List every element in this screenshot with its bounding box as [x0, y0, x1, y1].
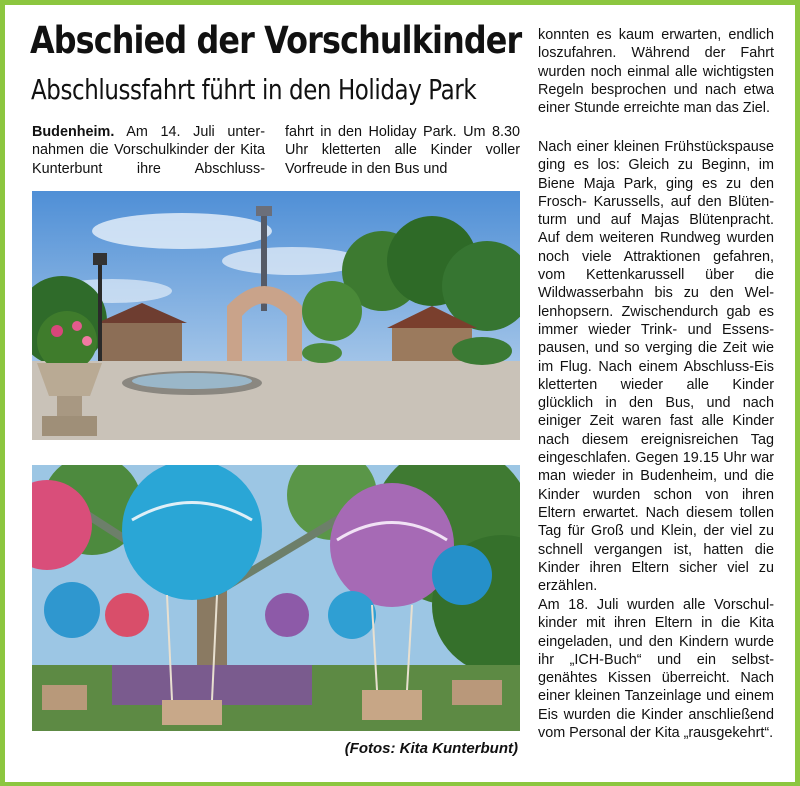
park-plaza-image	[32, 191, 520, 440]
place-name: Budenheim.	[32, 124, 115, 140]
photo-balloon-carousel	[32, 465, 520, 731]
body-paragraph-1: konnten es kaum erwarten, endlich loszufahren. Während der Fahrt wurden noch einmal alle wichtigsten Regeln besprochen und nach etwa einer Stunde erreichte man das Ziel.	[538, 27, 774, 117]
photo-park-plaza	[32, 191, 520, 440]
headline: Abschied der Vorschulkinder	[30, 19, 522, 62]
intro-paragraph-middle: fahrt in den Holiday Park. Um 8.30 Uhr kletterten alle Kinder voller Vorfreude in den Bus und	[285, 124, 520, 177]
balloon-carousel-image	[32, 465, 520, 731]
intro-paragraph-left	[32, 123, 265, 178]
intro-text-left: Am 14. Juli unternahmen die Vorschulkinder der Kita Kunterbunt ihre Abschluss-	[32, 124, 265, 177]
photo-caption: (Fotos: Kita Kunterbunt)	[344, 740, 518, 757]
body-paragraph-2: Nach einer kleinen Frühstückspause ging es los: Gleich zu Beginn, im Biene Maja Park, ging es zu den Frosch- Karussells, auf den Blütenturm und auf Majas Blütenpracht. Auf dem weiteren Rundweg wurden noch viele Attraktionen gefahren, vom Kettenkarussell über die Wildwasserbahn bis zu den Wellenhopsern. Zwischendurch gab es immer wieder Trink- und Essenspausen, und so verging die Zeit wie im Flug. Nach einem Abschluss-Eis kletterten wieder alle Kinder glücklich in den Bus, und nach einiger Zeit waren fast alle Kinder nach diesem ereignisreichen Tag eingeschlafen. Gegen 19.15 Uhr war man wieder in Budenheim, und die Kinder wurden schon von ihren Eltern erwartet. Nach diesem tollen Tag für Groß und Klein, der viel zu schnell vergangen ist, hatten die Kinder ihren Eltern sicher viel zu erzählen.	[538, 139, 774, 595]
subheadline: Abschlussfahrt führt in den Holiday Park	[31, 73, 477, 106]
body-paragraph-3: Am 18. Juli wurden alle Vorschulkinder mit ihren Eltern in die Kita eingeladen, und den Kindern wurde ihr „ICH-Buch“ und ein selbstgenähtes Kissen überreicht. Nach einer kleinen Tanzeinlage und einem Eis wurden die Kinder anschließend vom Personal der Kita „rausgekehrt“.	[538, 597, 774, 742]
